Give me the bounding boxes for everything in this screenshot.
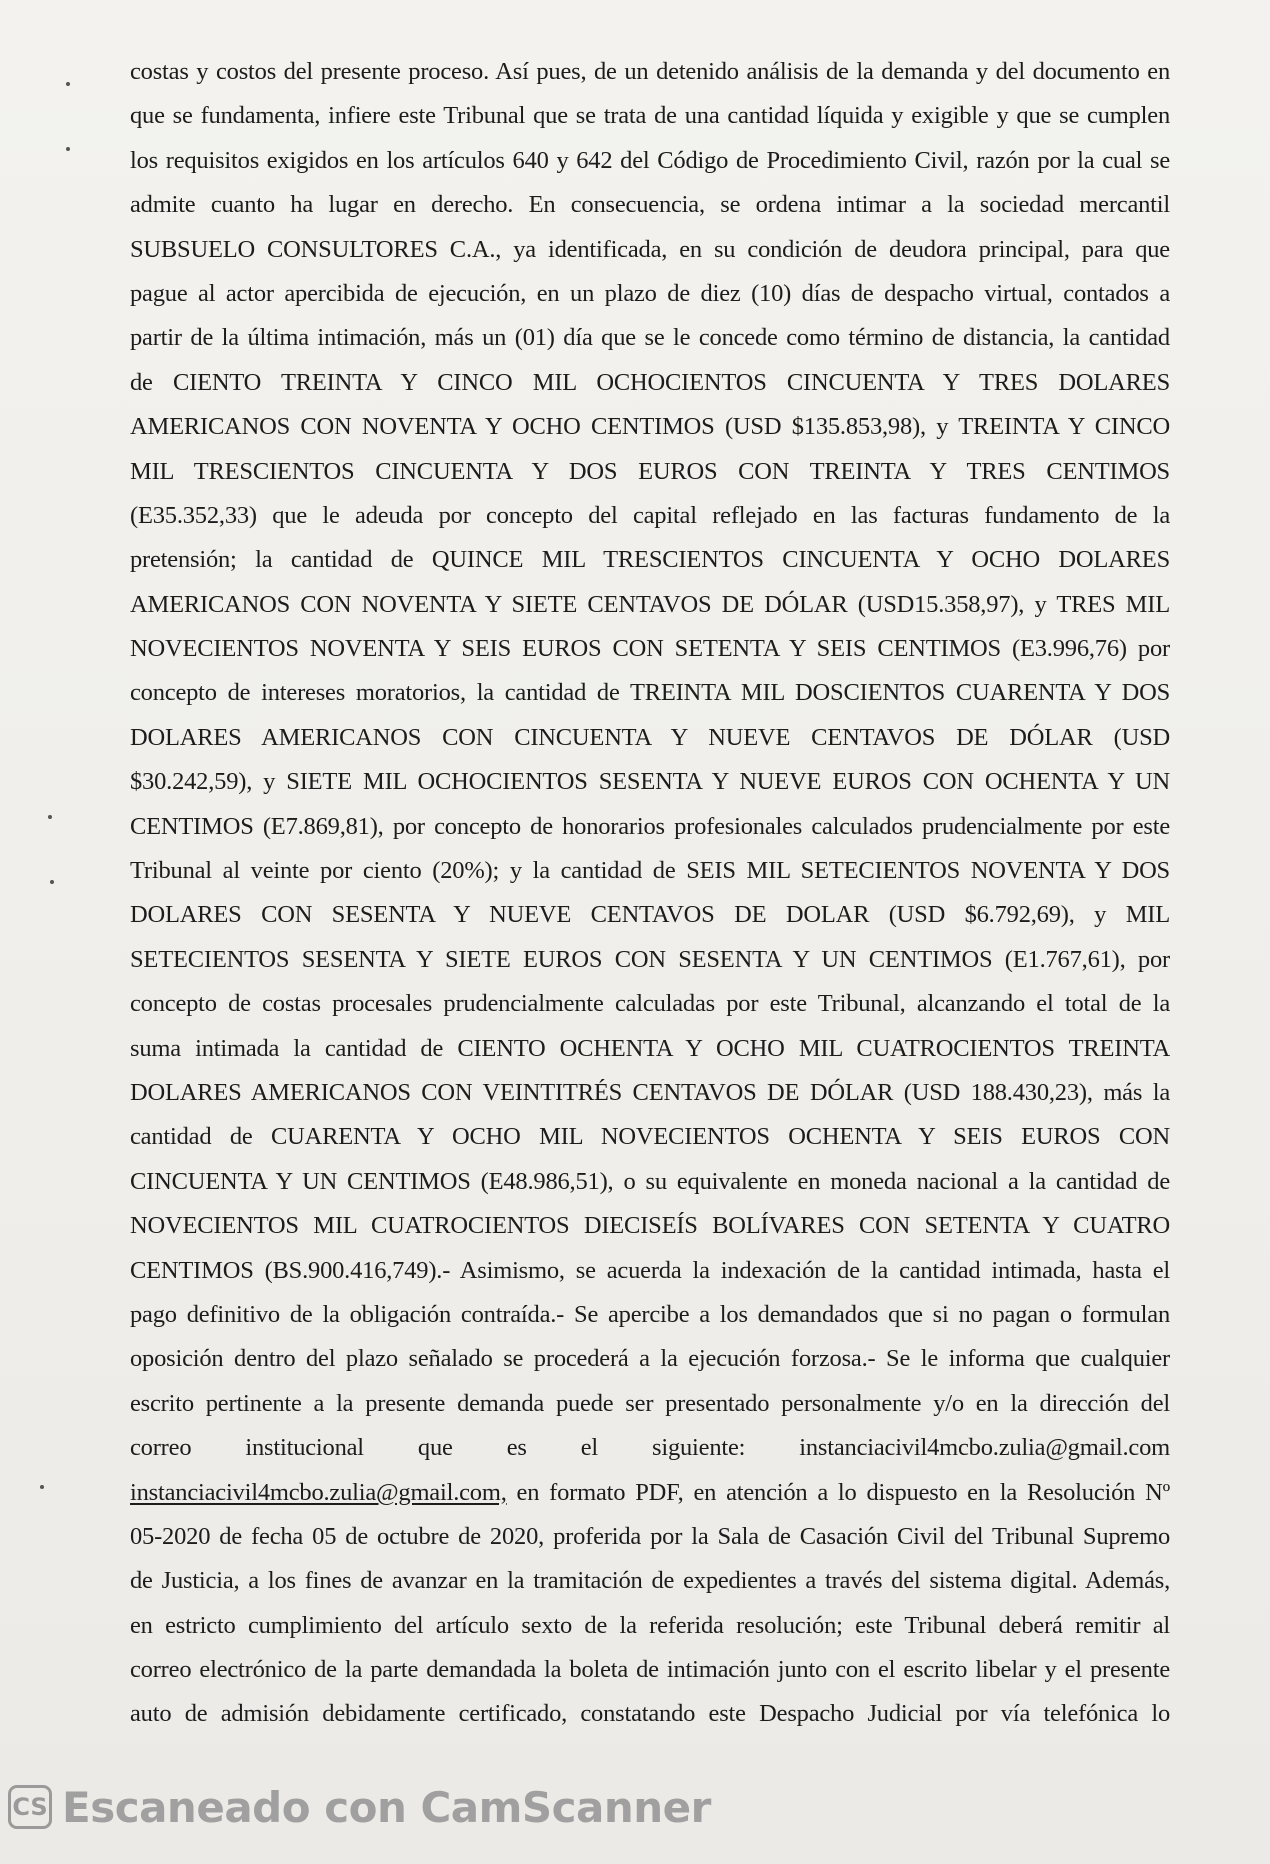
text-line: correo electrónico de la parte demandada la boleta de intimación junto con el escrito libelar y el presente [130, 1656, 1170, 1684]
text-line: CENTIMOS (BS.900.416,749).- Asimismo, se acuerda la indexación de la cantidad intimada, hasta el [130, 1256, 1170, 1284]
document-body [130, 50, 1170, 1737]
text-line: oposición dentro del plazo señalado se procederá a la ejecución forzosa.- Se le informa que cualquier [130, 1345, 1170, 1373]
margin-mark [66, 82, 70, 86]
text-line: de CIENTO TREINTA Y CINCO MIL OCHOCIENTOS CINCUENTA Y TRES DOLARES [130, 368, 1170, 396]
text-line: 05-2020 de fecha 05 de octubre de 2020, proferida por la Sala de Casación Civil del Tribunal Supremo [130, 1522, 1170, 1550]
margin-mark [50, 880, 54, 884]
text-line: en estricto cumplimiento del artículo sexto de la referida resolución; este Tribunal deberá remitir al [130, 1611, 1170, 1639]
text-line: (E35.352,33) que le adeuda por concepto del capital reflejado en las facturas fundamento de la [130, 501, 1170, 529]
text-line: auto de admisión debidamente certificado, constatando este Despacho Judicial por vía telefónica lo [130, 1700, 1170, 1728]
text-line: correo institucional que es el siguiente: instanciacivil4mcbo.zulia@gmail.com [130, 1434, 1170, 1462]
text-line: pague al actor apercibida de ejecución, en un plazo de diez (10) días de despacho virtual, contados a [130, 279, 1170, 307]
text-after-link: en formato PDF, en atención a lo dispuesto en la Resolución Nº [506, 1478, 1170, 1506]
text-line: pretensión; la cantidad de QUINCE MIL TRESCIENTOS CINCUENTA Y OCHO DOLARES [130, 546, 1170, 574]
text-line: MIL TRESCIENTOS CINCUENTA Y DOS EUROS CON TREINTA Y TRES CENTIMOS [130, 457, 1170, 485]
text-line: SUBSUELO CONSULTORES C.A., ya identificada, en su condición de deudora principal, para que [130, 235, 1170, 263]
text-line: concepto de intereses moratorios, la cantidad de TREINTA MIL DOSCIENTOS CUARENTA Y DOS [130, 679, 1170, 707]
watermark-text: Escaneado con CamScanner [62, 1782, 711, 1832]
margin-mark [40, 1485, 44, 1489]
text-line: admite cuanto ha lugar en derecho. En consecuencia, se ordena intimar a la sociedad mercantil [130, 191, 1170, 219]
text-line: suma intimada la cantidad de CIENTO OCHENTA Y OCHO MIL CUATROCIENTOS TREINTA [130, 1034, 1170, 1062]
text-line: CINCUENTA Y UN CENTIMOS (E48.986,51), o su equivalente en moneda nacional a la cantidad de [130, 1167, 1170, 1195]
margin-mark [66, 147, 70, 151]
text-line: escrito pertinente a la presente demanda puede ser presentado personalmente y/o en la dirección del [130, 1389, 1170, 1417]
text-line: DOLARES AMERICANOS CON CINCUENTA Y NUEVE CENTAVOS DE DÓLAR (USD [130, 723, 1170, 751]
text-line: de Justicia, a los fines de avanzar en la tramitación de expedientes a través del sistema digital. Además, [130, 1567, 1170, 1595]
text-line: AMERICANOS CON NOVENTA Y OCHO CENTIMOS (USD $135.853,98), y TREINTA Y CINCO [130, 413, 1170, 441]
text-line: que se fundamenta, infiere este Tribunal que se trata de una cantidad líquida y exigible y que se cumplen [130, 102, 1170, 130]
text-line: los requisitos exigidos en los artículos 640 y 642 del Código de Procedimiento Civil, razón por la cual se [130, 146, 1170, 174]
text-line: CENTIMOS (E7.869,81), por concepto de honorarios profesionales calculados prudencialmente por este [130, 812, 1170, 840]
text-line: cantidad de CUARENTA Y OCHO MIL NOVECIENTOS OCHENTA Y SEIS EUROS CON [130, 1123, 1170, 1151]
camscanner-logo-icon: CS [8, 1785, 52, 1829]
text-line-with-link [130, 1471, 1170, 1515]
text-line: NOVECIENTOS MIL CUATROCIENTOS DIECISEÍS BOLÍVARES CON SETENTA Y CUATRO [130, 1212, 1170, 1240]
text-line: DOLARES AMERICANOS CON VEINTITRÉS CENTAVOS DE DÓLAR (USD 188.430,23), más la [130, 1078, 1170, 1106]
text-line: $30.242,59), y SIETE MIL OCHOCIENTOS SESENTA Y NUEVE EUROS CON OCHENTA Y UN [130, 768, 1170, 796]
camscanner-watermark [8, 1782, 711, 1832]
text-line: concepto de costas procesales prudencialmente calculadas por este Tribunal, alcanzando el total de la [130, 990, 1170, 1018]
margin-mark [48, 815, 52, 819]
email-link[interactable]: instanciacivil4mcbo.zulia@gmail.com, [130, 1478, 507, 1506]
text-line: NOVECIENTOS NOVENTA Y SEIS EUROS CON SETENTA Y SEIS CENTIMOS (E3.996,76) por [130, 635, 1170, 663]
text-line: DOLARES CON SESENTA Y NUEVE CENTAVOS DE DOLAR (USD $6.792,69), y MIL [130, 901, 1170, 929]
text-line: costas y costos del presente proceso. Así pues, de un detenido análisis de la demanda y del documento en [130, 58, 1170, 85]
text-line: Tribunal al veinte por ciento (20%); y la cantidad de SEIS MIL SETECIENTOS NOVENTA Y DOS [130, 857, 1170, 885]
text-line: AMERICANOS CON NOVENTA Y SIETE CENTAVOS DE DÓLAR (USD15.358,97), y TRES MIL [130, 590, 1170, 618]
text-line: SETECIENTOS SESENTA Y SIETE EUROS CON SESENTA Y UN CENTIMOS (E1.767,61), por [130, 945, 1170, 973]
text-line: pago definitivo de la obligación contraída.- Se apercibe a los demandados que si no pagan o formulan [130, 1300, 1170, 1328]
text-line: partir de la última intimación, más un (01) día que se le concede como término de distancia, la cantidad [130, 324, 1170, 352]
